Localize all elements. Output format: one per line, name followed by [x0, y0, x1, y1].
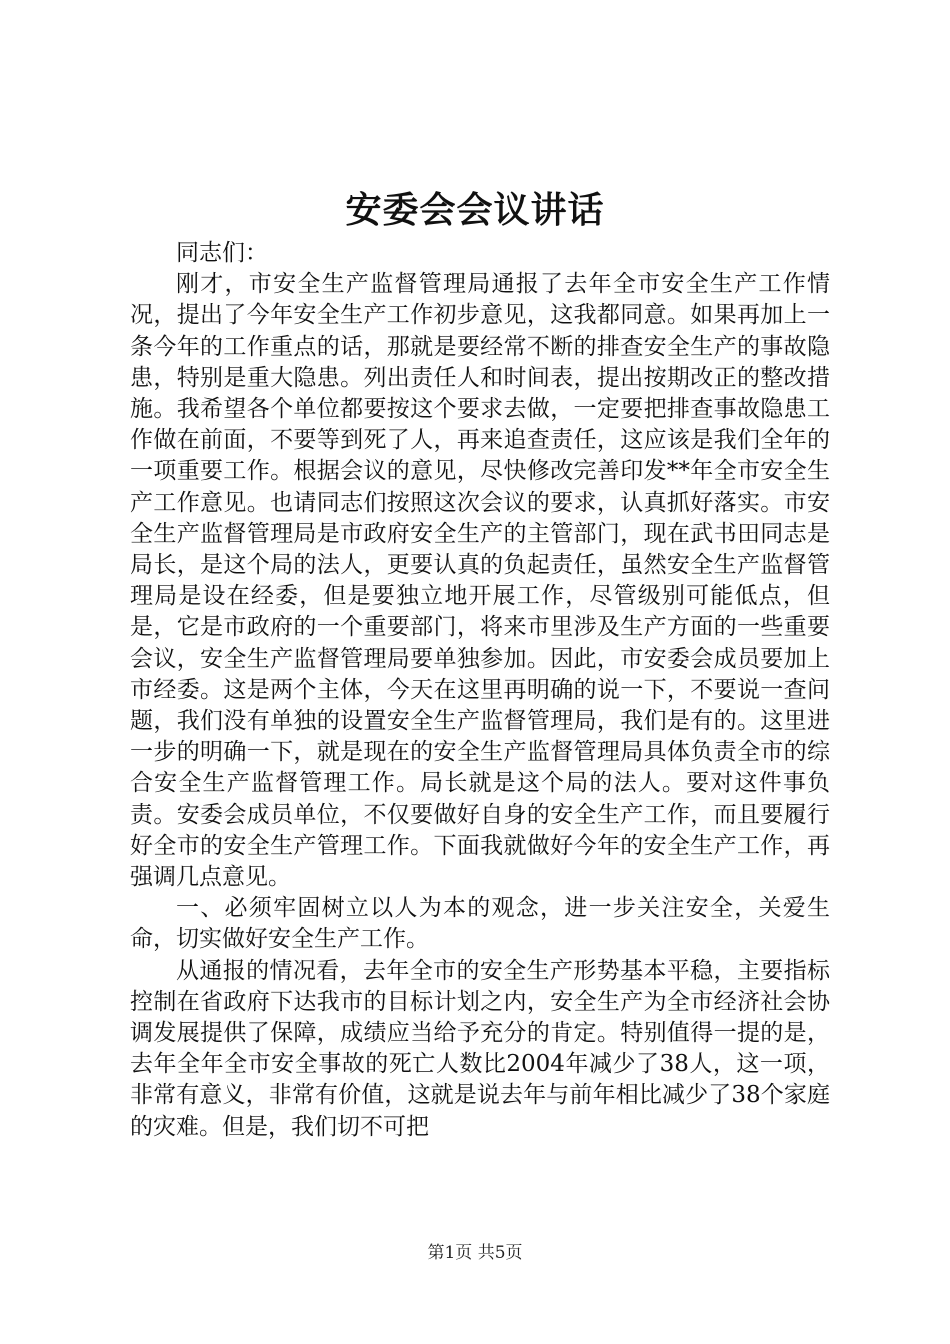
- section-heading-paragraph: 一、必须牢固树立以人为本的观念，进一步关注安全，关爱生命，切实做好安全生产工作。: [130, 895, 830, 953]
- body-paragraph: 从通报的情况看，去年全市的安全生产形势基本平稳，主要指标控制在省政府下达我市的目标计划之内，安全生产为全市经济社会协调发展提供了保障，成绩应当给予充分的肯定。特别值得一提的是，去年全年全市安全事故的死亡人数比2004年减少了38人，这一项，非常有意义，非常有价值，这就是说去年与前年相比减少了38个家庭的灾难。但是，我们切不可把: [130, 957, 830, 1140]
- body-paragraph: 刚才，市安全生产监督管理局通报了去年全市安全生产工作情况，提出了今年安全生产工作初步意见，这我都同意。如果再加上一条今年的工作重点的话，那就是要经常不断的排查安全生产的事故隐患，特别是重大隐患。列出责任人和时间表，提出按期改正的整改措施。我希望各个单位都要按这个要求去做，一定要把排查事故隐患工作做在前面，不要等到死了人，再来追查责任，这应该是我们全年的一项重要工作。根据会议的意见，尽快修改完善印发**年全市安全生产工作意见。也请同志们按照这次会议的要求，认真抓好落实。市安全生产监督管理局是市政府安全生产的主管部门，现在武书田同志是局长，是这个局的法人，更要认真的负起责任，虽然安全生产监督管理局是设在经委，但是要独立地开展工作，尽管级别可能低点，但是，它是市政府的一个重要部门，将来市里涉及生产方面的一些重要会议，安全生产监督管理局要单独参加。因此，市安委会成员要加上市经委。这是两个主体，今天在这里再明确的说一下，不要说一查问题，我们没有单独的设置安全生产监督管理局，我们是有的。这里进一步的明确一下，就是现在的安全生产监督管理局具体负责全市的综合安全生产监督管理工作。局长就是这个局的法人。要对这件事负责。安委会成员单位，不仅要做好自身的安全生产工作，而且要履行好全市的安全生产管理工作。下面我就做好今年的安全生产工作，再强调几点意见。: [130, 271, 830, 891]
- salutation-paragraph: 同志们：: [176, 240, 268, 266]
- page-number-footer: 第1页 共5页: [427, 1243, 523, 1263]
- document-body: [130, 238, 830, 1143]
- document-title: 安委会会议讲话: [345, 189, 605, 231]
